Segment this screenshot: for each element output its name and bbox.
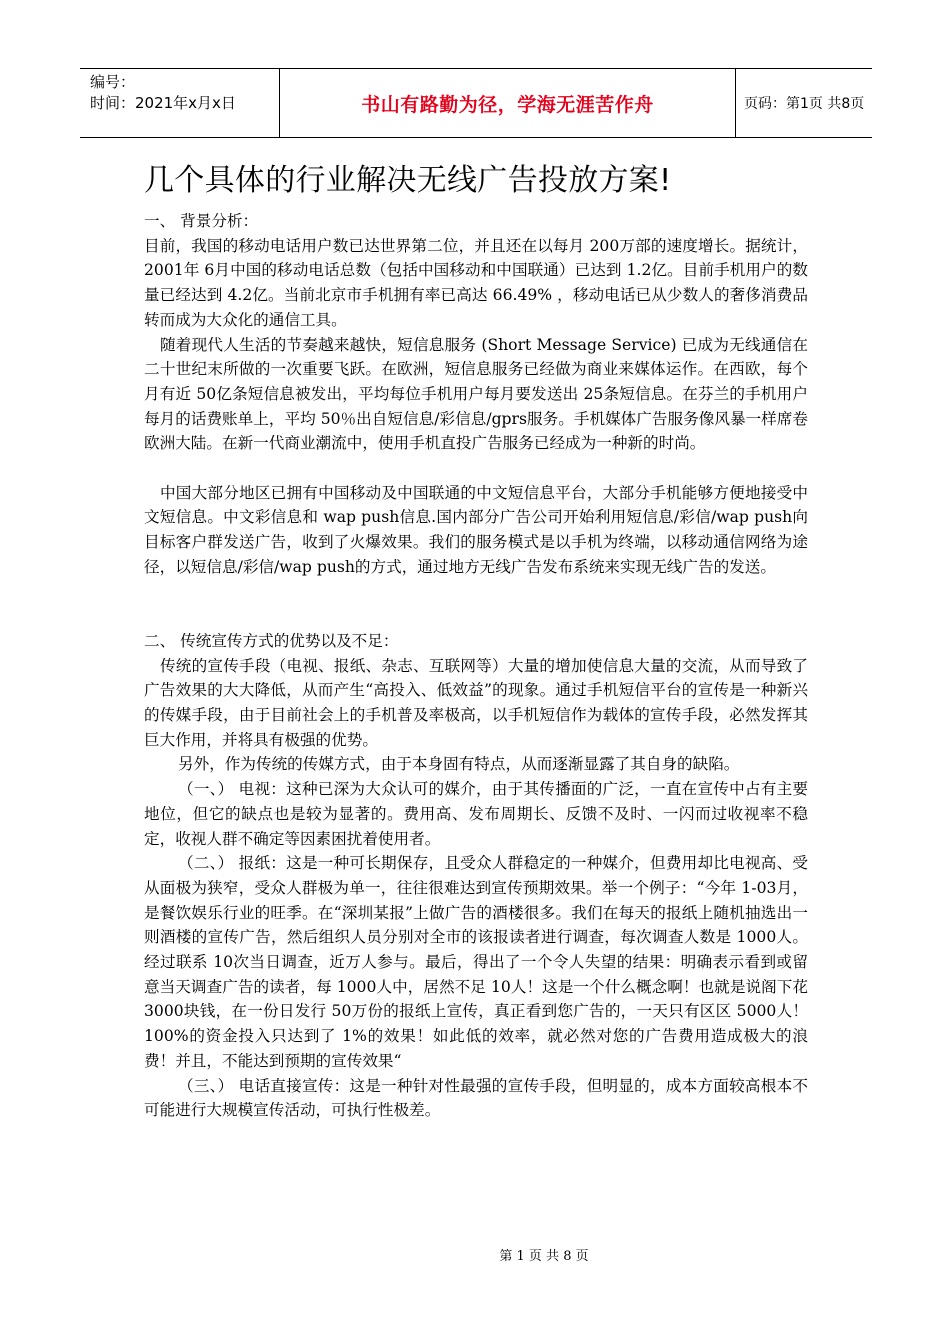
blank-line — [144, 580, 808, 605]
paragraph: 传统的宣传手段（电视、报纸、杂志、互联网等）大量的增加使信息大量的交流，从而导致了广告效果的大大降低，从而产生“高投入、低效益”的现象。通过手机短信平台的宣传是一种新兴的传媒手段，由于目前社会上的手机普及率极高，以手机短信作为载体的宣传手段，必然发挥其巨大作用，并将具有极强的优势。 — [144, 656, 808, 749]
footer-page-number: 第 1 页 共 8 页 — [499, 1249, 589, 1264]
section-heading-2: 二、 传统宣传方式的优势以及不足： — [144, 631, 399, 650]
section-heading-1: 一、 背景分析： — [144, 212, 259, 230]
page-footer — [0, 1245, 950, 1264]
time-label: 时间：2021年x月x日 — [90, 94, 236, 112]
paragraph: （三、） 电话直接宣传：这是一种针对性最强的宣传手段，但明显的，成本方面较高根本不可能进行大规模宣传活动，可执行性极差。 — [144, 1076, 808, 1120]
page-info: 页码：第1页 共8页 — [744, 96, 865, 112]
paragraph: 中国大部分地区已拥有中国移动及中国联通的中文短信息平台，大部分手机能够方便地接受中文短信息。中文彩信息和 wap push信息.国内部分广告公司开始利用短信息/彩信/wap push向目标客户群发送广告，收到了火爆效果。我们的服务模式是以手机为终端，以移动通信网络为途径，以短信息/彩信/wap push的方式，通过地方无线广告发布系统来实现无线广告的发送。 — [144, 483, 808, 576]
paragraph: 随着现代人生活的节奏越来越快，短信息服务 (Short Message Service) 已成为无线通信在二十世纪末所做的一次重要飞跃。在欧洲，短信息服务已经做为商业来媒体运作。在西欧，每个月有近 50亿条短信息被发出，平均每位手机用户每月要发送出 25条短信息。在芬兰的手机用户每月的话费账单上，平均 50％出自短信息/彩信息/gprs服务。手机媒体广告服务像风暴一样席卷欧洲大陆。在新一代商业潮流中，使用手机直投广告服务已经成为一种新的时尚。 — [144, 335, 808, 453]
code-label: 编号： — [90, 73, 136, 91]
paragraph: （二、） 报纸：这是一种可长期保存，且受众人群稳定的一种媒介，但费用却比电视高、受从面极为狭窄，受众人群极为单一，往往很难达到宣传预期效果。举一个例子：“今年 1-03月，是餐饮娱乐行业的旺季。在“深圳某报”上做广告的酒楼很多。我们在每天的报纸上随机抽选出一则酒楼的宣传广告，然后组织人员分别对全市的该报读者进行调查，每次调查人数是 1000人。经过联系 10次当日调查，近万人参与。最后，得出了一个令人失望的结果：明确表示看到或留意当天调查广告的读者，每 1000人中，居然不足 10人！这是一个什么概念啊！也就是说阁下花 3000块钱，在一份日发行 50万份的报纸上宣传，真正看到您广告的，一天只有区区 5000人！ 100%的资金投入只达到了 1%的效果！如此低的效率，就必然对您的广告费用造成极大的浪费！并且，不能达到预期的宣传效果“ — [144, 854, 808, 1070]
blank-line — [144, 456, 808, 481]
header-table — [80, 68, 872, 138]
paragraph: （一、） 电视：这种已深为大众认可的媒介，由于其传播面的广泛，一直在宣传中占有主要地位，但它的缺点也是较为显著的。费用高、发布周期长、反馈不及时、一闪而过收视率不稳定，收视人群不确定等因素困扰着使用者。 — [144, 780, 808, 848]
document-body — [144, 209, 808, 1123]
blank-line — [144, 604, 808, 629]
document-title: 几个具体的行业解决无线广告投放方案! — [144, 163, 672, 198]
header-page-cell — [736, 69, 872, 137]
header-motto-cell — [280, 69, 736, 137]
motto-text: 书山有路勤为径，学海无涯苦作舟 — [361, 93, 654, 116]
paragraph: 目前，我国的移动电话用户数已达世界第二位，并且还在以每月 200万部的速度增长。据统计， 2001年 6月中国的移动电话总数（包括中国移动和中国联通）已达到 1.2亿。目前手机用户的数量已经达到 4.2亿。当前北京市手机拥有率已高达 66.49% ，移动电话已从少数人的奢侈消费品转而成为大众化的通信工具。 — [144, 236, 808, 329]
paragraph: 另外，作为传统的传媒方式，由于本身固有特点，从而逐渐显露了其自身的缺陷。 — [178, 755, 740, 774]
header-meta-cell — [80, 69, 280, 137]
